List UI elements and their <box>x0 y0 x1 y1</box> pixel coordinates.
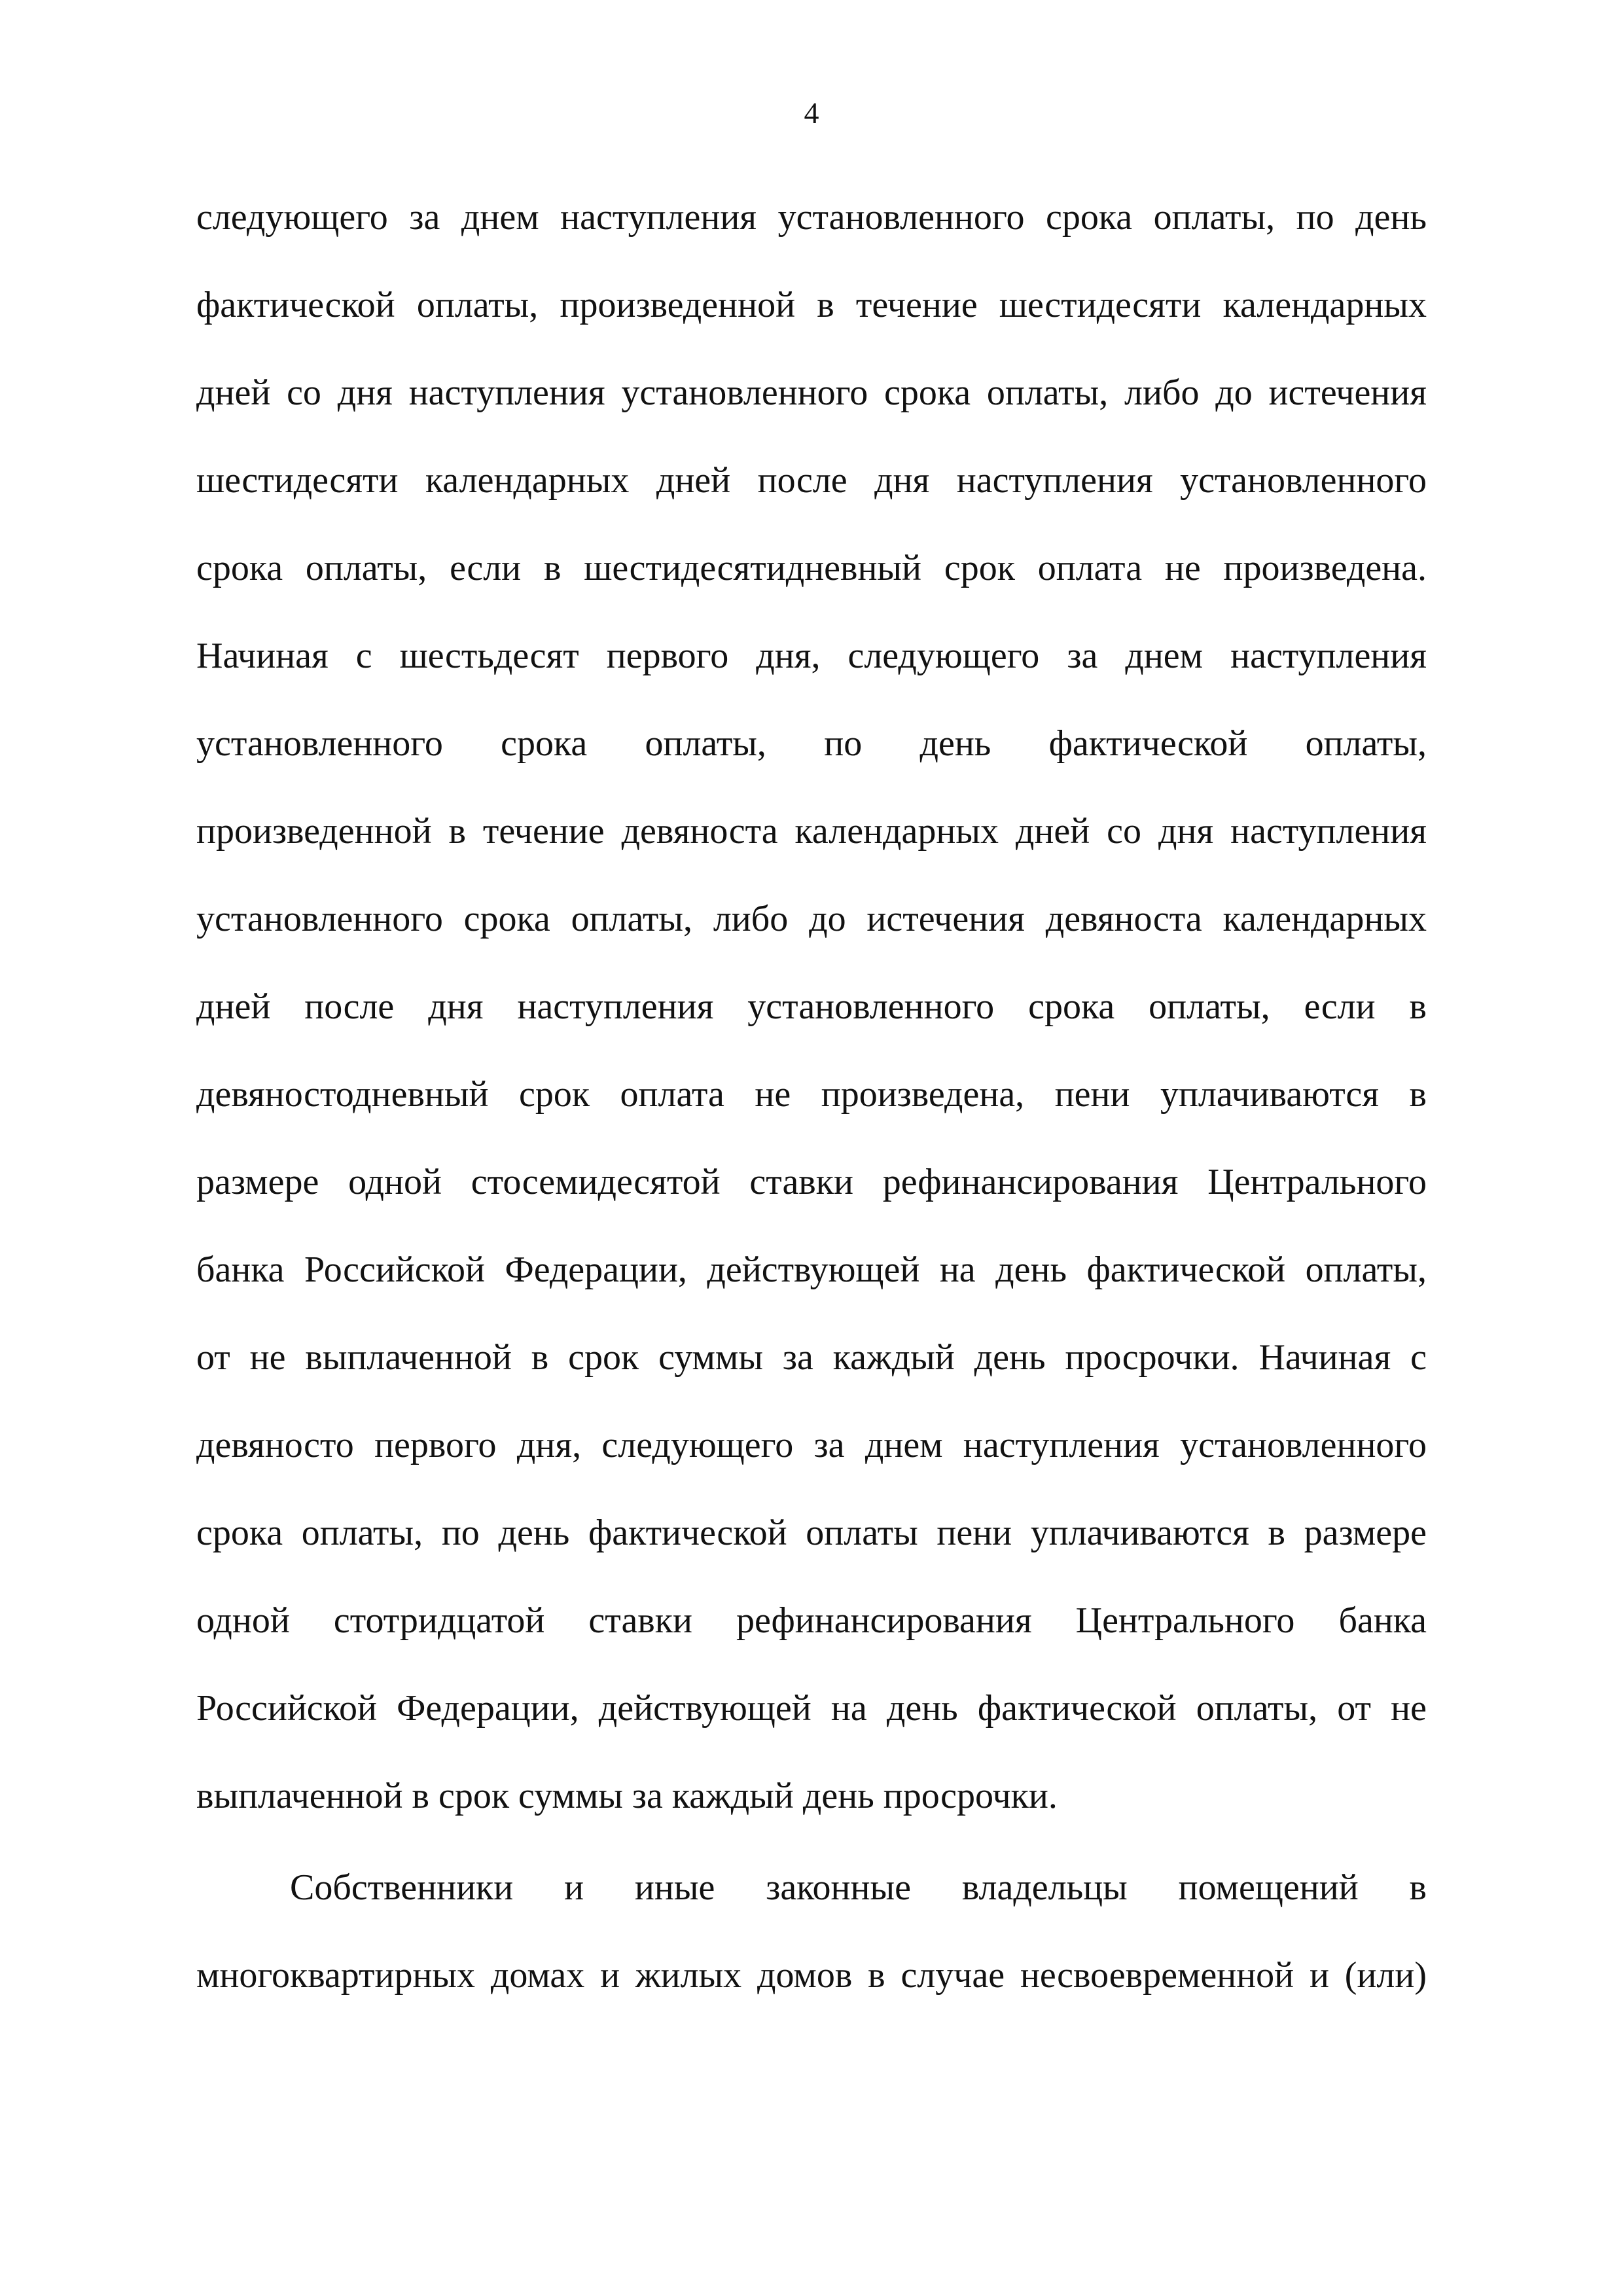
text-line: Начиная с шестьдесят первого дня, следующего за днем наступления <box>196 636 1427 676</box>
text-line: размере одной стосемидесятой ставки рефинансирования Центрального <box>196 1162 1427 1202</box>
text-line: Собственники и иные законные владельцы помещений в <box>290 1867 1427 1908</box>
text-line: фактической оплаты, произведенной в течение шестидесяти календарных <box>196 285 1427 325</box>
text-line: от не выплаченной в срок суммы за каждый день просрочки. Начиная с <box>196 1337 1427 1378</box>
text-line: срока оплаты, по день фактической оплаты пени уплачиваются в размере <box>196 1513 1427 1553</box>
text-line: девяносто первого дня, следующего за днем наступления установленного <box>196 1425 1427 1465</box>
text-line: Российской Федерации, действующей на день фактической оплаты, от не <box>196 1688 1427 1729</box>
text-line: девяностодневный срок оплата не произведена, пени уплачиваются в <box>196 1074 1427 1115</box>
text-line: срока оплаты, если в шестидесятидневный срок оплата не произведена. <box>196 548 1427 588</box>
text-line: дней после дня наступления установленного срока оплаты, если в <box>196 986 1427 1027</box>
paragraph-1 <box>196 173 1427 1840</box>
text-line: банка Российской Федерации, действующей на день фактической оплаты, <box>196 1249 1427 1290</box>
text-line: дней со дня наступления установленного срока оплаты, либо до истечения <box>196 372 1427 413</box>
text-line: многоквартирных домах и жилых домов в случае несвоевременной и (или) <box>196 1955 1427 1996</box>
text-line: шестидесяти календарных дней после дня наступления установленного <box>196 460 1427 501</box>
text-line: установленного срока оплаты, либо до истечения девяноста календарных <box>196 899 1427 939</box>
text-line: установленного срока оплаты, по день фактической оплаты, <box>196 723 1427 764</box>
text-line: произведенной в течение девяноста календарных дней со дня наступления <box>196 811 1427 852</box>
page-number: 4 <box>804 96 819 130</box>
text-line: выплаченной в срок суммы за каждый день просрочки. <box>196 1776 1058 1816</box>
paragraph-2 <box>196 1844 1427 2019</box>
text-line: одной стотридцатой ставки рефинансирования Центрального банка <box>196 1600 1427 1641</box>
text-line: следующего за днем наступления установленного срока оплаты, по день <box>196 197 1427 238</box>
